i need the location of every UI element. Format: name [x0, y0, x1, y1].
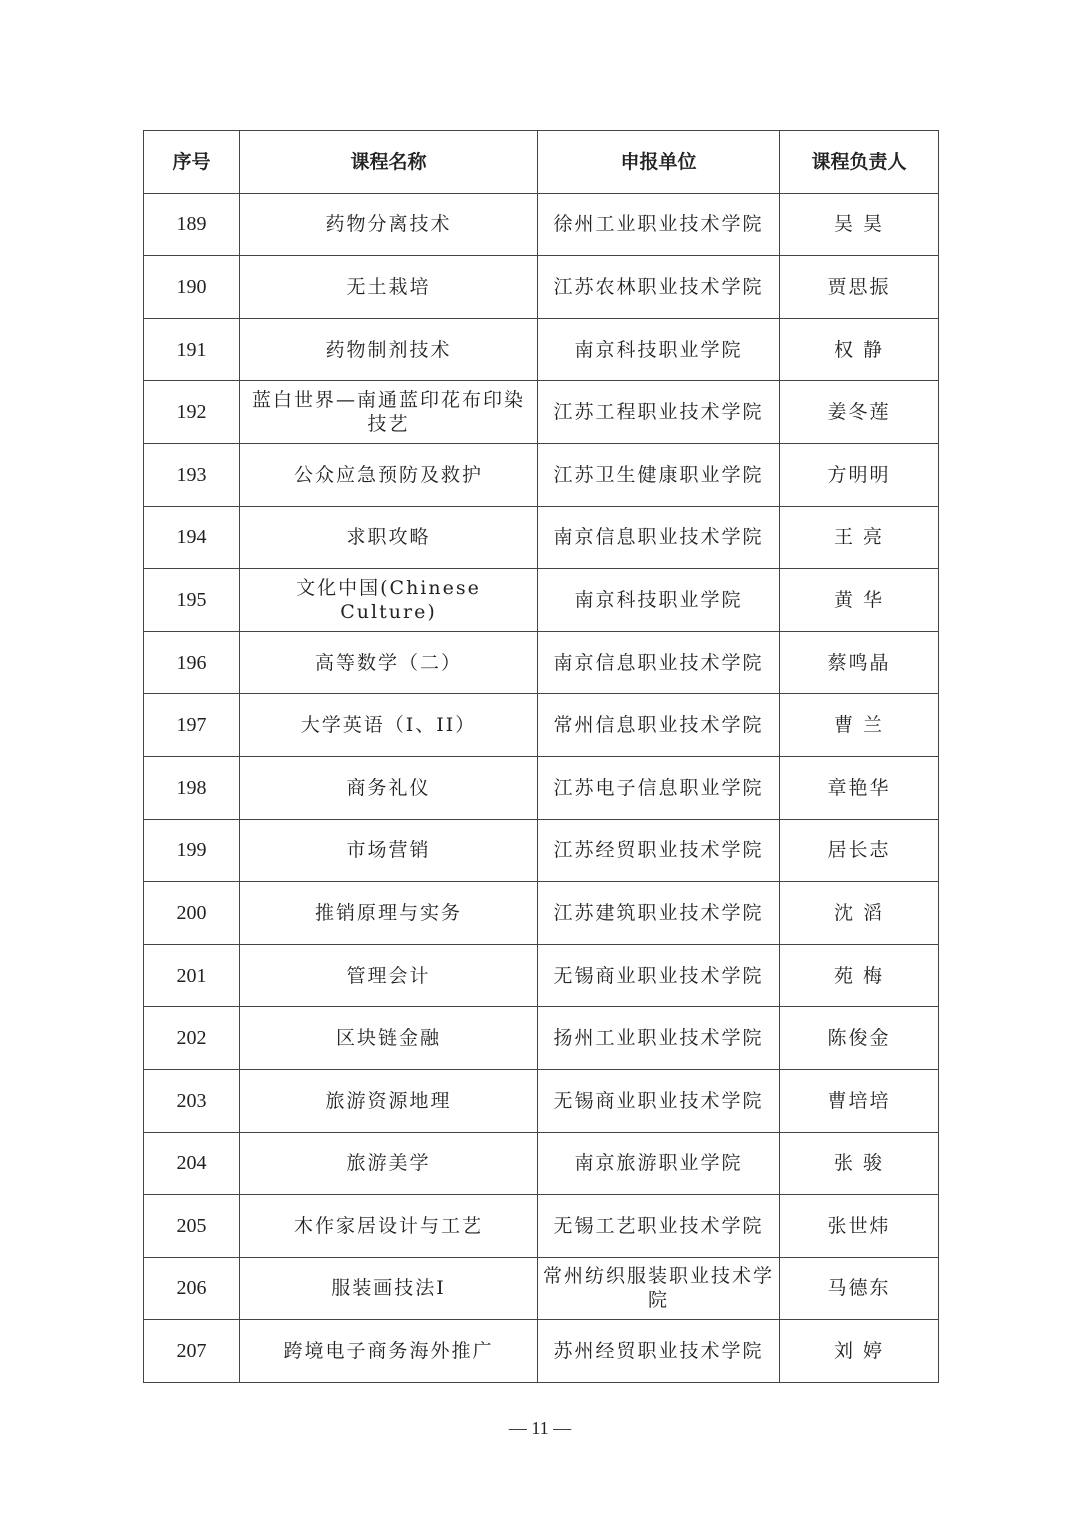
course-name-cell: 求职攻略 [240, 506, 538, 569]
applying-unit-cell: 苏州经贸职业技术学院 [538, 1320, 780, 1383]
course-name-cell: 旅游资源地理 [240, 1069, 538, 1132]
applying-unit-cell: 徐州工业职业技术学院 [538, 193, 780, 256]
table-row [144, 1320, 939, 1383]
course-lead-cell: 张 骏 [780, 1132, 939, 1195]
course-lead-cell: 刘 婷 [780, 1320, 939, 1383]
course-name-cell: 管理会计 [240, 944, 538, 1007]
serial-number-cell: 193 [144, 443, 240, 506]
course-lead-cell: 章艳华 [780, 756, 939, 819]
course-name-cell: 区块链金融 [240, 1007, 538, 1070]
course-lead-cell: 居长志 [780, 819, 939, 882]
serial-number-cell: 194 [144, 506, 240, 569]
table-row [144, 1257, 939, 1320]
serial-number-cell: 205 [144, 1195, 240, 1258]
course-name-cell: 无土栽培 [240, 256, 538, 319]
course-lead-cell: 沈 滔 [780, 882, 939, 945]
applying-unit-cell: 无锡工艺职业技术学院 [538, 1195, 780, 1258]
serial-number-cell: 191 [144, 318, 240, 381]
serial-number-cell: 206 [144, 1257, 240, 1320]
applying-unit-cell: 扬州工业职业技术学院 [538, 1007, 780, 1070]
serial-number-cell: 203 [144, 1069, 240, 1132]
course-lead-cell: 黄 华 [780, 569, 939, 632]
applying-unit-cell: 江苏电子信息职业学院 [538, 756, 780, 819]
applying-unit-cell: 无锡商业职业技术学院 [538, 944, 780, 1007]
course-lead-cell: 曹培培 [780, 1069, 939, 1132]
course-lead-cell: 蔡鸣晶 [780, 631, 939, 694]
serial-number-cell: 190 [144, 256, 240, 319]
table-row [144, 694, 939, 757]
course-name-cell: 高等数学（二） [240, 631, 538, 694]
serial-number-cell: 199 [144, 819, 240, 882]
applying-unit-cell: 江苏工程职业技术学院 [538, 381, 780, 444]
header-applying-unit: 申报单位 [538, 131, 780, 194]
course-name-cell: 文化中国(Chinese Culture) [240, 569, 538, 632]
table-row [144, 1007, 939, 1070]
applying-unit-cell: 江苏农林职业技术学院 [538, 256, 780, 319]
header-row [144, 131, 939, 194]
course-lead-cell: 张世炜 [780, 1195, 939, 1258]
course-lead-cell: 权 静 [780, 318, 939, 381]
course-name-cell: 大学英语（I、II） [240, 694, 538, 757]
applying-unit-cell: 常州信息职业技术学院 [538, 694, 780, 757]
course-lead-cell: 曹 兰 [780, 694, 939, 757]
table-row [144, 506, 939, 569]
course-lead-cell: 贾思振 [780, 256, 939, 319]
page-number: — 11 — [508, 1418, 572, 1438]
table-row [144, 1195, 939, 1258]
course-name-cell: 旅游美学 [240, 1132, 538, 1195]
table-row [144, 1069, 939, 1132]
table-row [144, 944, 939, 1007]
table-row [144, 569, 939, 632]
course-name-cell: 药物制剂技术 [240, 318, 538, 381]
course-name-cell: 市场营销 [240, 819, 538, 882]
serial-number-cell: 202 [144, 1007, 240, 1070]
applying-unit-cell: 南京科技职业学院 [538, 318, 780, 381]
applying-unit-cell: 南京信息职业技术学院 [538, 506, 780, 569]
serial-number-cell: 207 [144, 1320, 240, 1383]
serial-number-cell: 195 [144, 569, 240, 632]
serial-number-cell: 189 [144, 193, 240, 256]
course-lead-cell: 马德东 [780, 1257, 939, 1320]
applying-unit-cell: 江苏建筑职业技术学院 [538, 882, 780, 945]
table-row [144, 193, 939, 256]
applying-unit-cell: 常州纺织服装职业技术学院 [538, 1257, 780, 1320]
serial-number-cell: 198 [144, 756, 240, 819]
course-name-cell: 木作家居设计与工艺 [240, 1195, 538, 1258]
serial-number-cell: 204 [144, 1132, 240, 1195]
serial-number-cell: 192 [144, 381, 240, 444]
course-name-cell: 公众应急预防及救护 [240, 443, 538, 506]
course-table [143, 130, 939, 1383]
table-row [144, 631, 939, 694]
course-name-cell: 蓝白世界—南通蓝印花布印染技艺 [240, 381, 538, 444]
applying-unit-cell: 南京科技职业学院 [538, 569, 780, 632]
course-lead-cell: 陈俊金 [780, 1007, 939, 1070]
header-course-name: 课程名称 [240, 131, 538, 194]
serial-number-cell: 197 [144, 694, 240, 757]
course-lead-cell: 王 亮 [780, 506, 939, 569]
applying-unit-cell: 无锡商业职业技术学院 [538, 1069, 780, 1132]
table-row [144, 318, 939, 381]
course-name-cell: 推销原理与实务 [240, 882, 538, 945]
course-lead-cell: 姜冬莲 [780, 381, 939, 444]
table-row [144, 756, 939, 819]
course-name-cell: 药物分离技术 [240, 193, 538, 256]
serial-number-cell: 200 [144, 882, 240, 945]
course-name-cell: 服装画技法I [240, 1257, 538, 1320]
header-course-lead: 课程负责人 [780, 131, 939, 194]
course-lead-cell: 吴 昊 [780, 193, 939, 256]
course-name-cell: 跨境电子商务海外推广 [240, 1320, 538, 1383]
applying-unit-cell: 南京信息职业技术学院 [538, 631, 780, 694]
serial-number-cell: 201 [144, 944, 240, 1007]
table-row [144, 381, 939, 444]
serial-number-cell: 196 [144, 631, 240, 694]
table-body [144, 193, 939, 1382]
applying-unit-cell: 江苏经贸职业技术学院 [538, 819, 780, 882]
table-row [144, 819, 939, 882]
header-serial-number: 序号 [144, 131, 240, 194]
course-name-cell: 商务礼仪 [240, 756, 538, 819]
course-lead-cell: 苑 梅 [780, 944, 939, 1007]
table-row [144, 443, 939, 506]
table-row [144, 882, 939, 945]
table-row [144, 1132, 939, 1195]
applying-unit-cell: 江苏卫生健康职业学院 [538, 443, 780, 506]
applying-unit-cell: 南京旅游职业学院 [538, 1132, 780, 1195]
course-lead-cell: 方明明 [780, 443, 939, 506]
table-row [144, 256, 939, 319]
